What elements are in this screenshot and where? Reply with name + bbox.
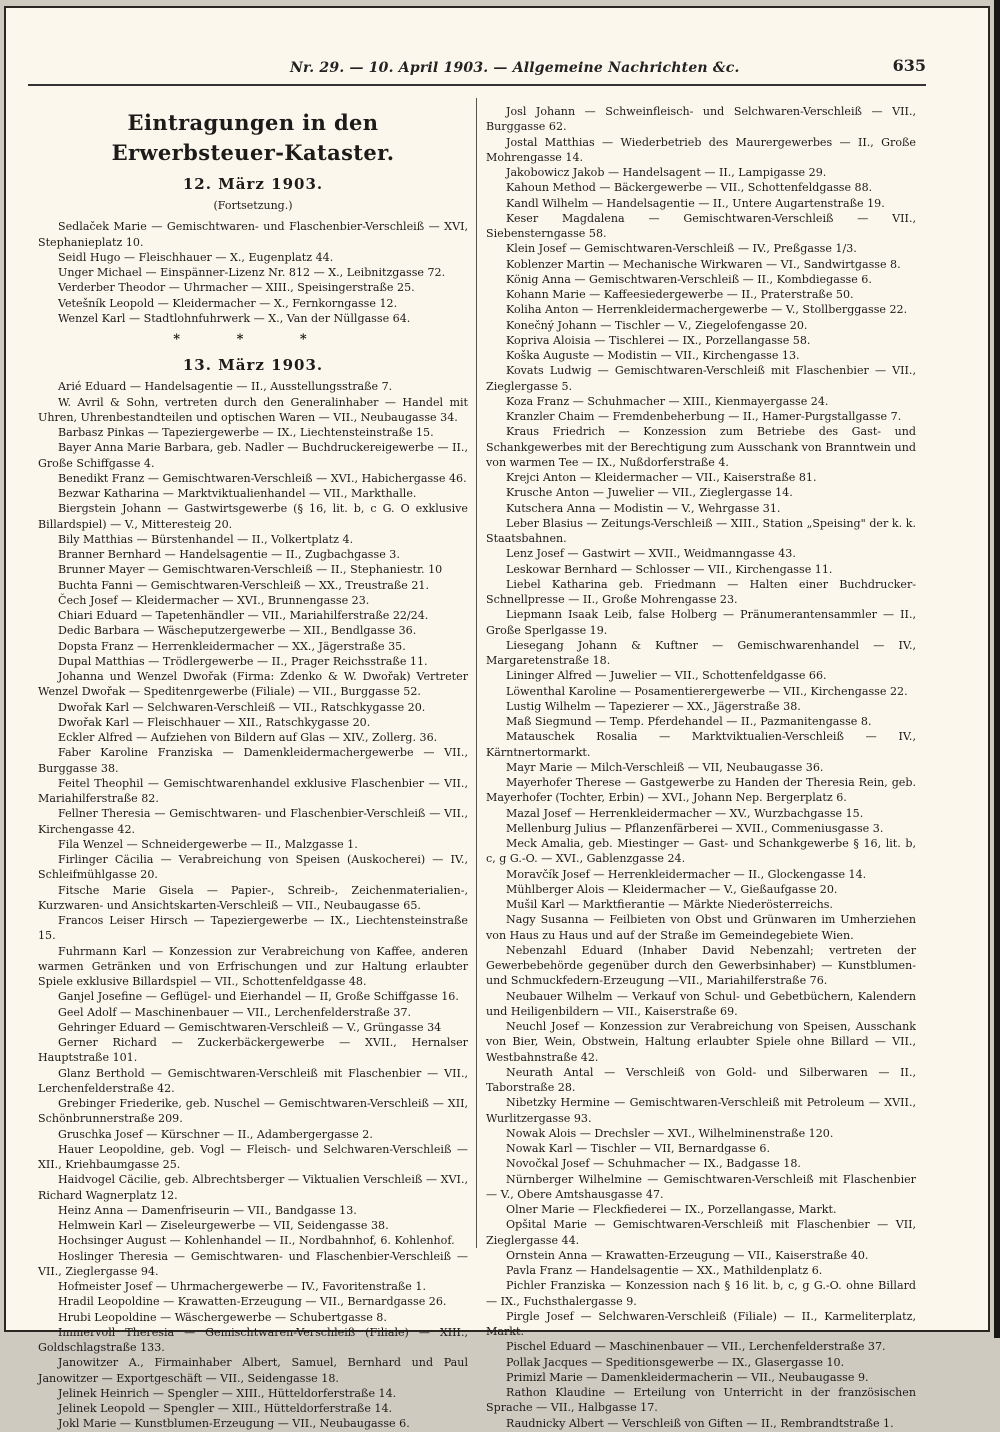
register-entry: Ganjel Josefine — Geflügel- und Eierhandel — II, Große Schiffgasse 16. (58, 990, 459, 1004)
register-entry: Liebel Katharina geb. Friedmann — Halten einer Buchdrucker-Schnellpresse — II., Große Mohrengasse 23. (486, 577, 916, 606)
register-entry: Löwenthal Karoline — Posamentierergewerbe — VII., Kirchengasse 22. (506, 684, 908, 698)
register-entry: Lenz Josef — Gastwirt — XVII., Weidmanngasse 43. (506, 547, 796, 561)
register-entry: W. Avril & Sohn, vertreten durch den Generalinhaber — Handel mit Uhren, Uhrenbestandteilen und optischen Waren — VII., Neubaugasse 34. (38, 395, 468, 424)
register-entry: Fila Wenzel — Schneidergewerbe — II., Malzgasse 1. (58, 837, 358, 851)
register-entry: Gerner Richard — Zuckerbäckergewerbe — XVII., Hernalser Hauptstraße 101. (38, 1036, 468, 1065)
register-entry: Kohann Marie — Kaffeesiedergewerbe — II., Praterstraße 50. (506, 288, 854, 301)
register-entry: Matauschek Rosalia — Marktviktualien-Verschleiß — IV., Kärntnertormarkt. (486, 730, 916, 759)
header-rule (28, 84, 926, 86)
register-entry: Hofmeister Josef — Uhrmachergewerbe — IV., Favoritenstraße 1. (58, 1280, 426, 1293)
register-entry: Francos Leiser Hirsch — Tapeziergewerbe — IX., Liechtensteinstraße 15. (38, 914, 468, 943)
register-entry: Konečný Johann — Tischler — V., Ziegelofengasse 20. (506, 318, 808, 332)
register-entry: Mušil Karl — Marktfierantie — Märkte Niederösterreichs. (506, 898, 833, 911)
register-entry: Liepmann Isaak Leib, false Holberg — Pränumerantensammler — II., Große Sperlgasse 19. (486, 608, 916, 637)
register-entry: Bezwar Katharina — Marktviktualienhandel — VII., Markthalle. (58, 487, 417, 500)
register-entry: Mayr Marie — Milch-Verschleiß — VII, Neubaugasse 36. (506, 760, 824, 774)
register-entry: Seidl Hugo — Fleischhauer — X., Eugenplatz 44. (58, 250, 334, 264)
register-entry: Dupal Matthias — Trödlergewerbe — II., Prager Reichsstraße 11. (58, 654, 428, 668)
register-entry: Hradil Leopoldine — Krawatten-Erzeugung — VII., Bernardgasse 26. (58, 1295, 447, 1309)
register-entry: Faber Karoline Franziska — Damenkleidermachergewerbe — VII., Burggasse 38. (38, 746, 468, 775)
register-entry: Dwořak Karl — Fleischhauer — XII., Ratschkygasse 20. (58, 715, 371, 729)
newspaper-page (4, 6, 990, 1431)
register-entry: Mazal Josef — Herrenkleidermacher — XV., Wurzbachgasse 15. (506, 806, 864, 820)
register-entry: Olner Marie — Fleckfiederei — IX., Porzellangasse, Markt. (506, 1203, 837, 1216)
register-entry: Biergstein Johann — Gastwirtsgewerbe (§ 16, lit. b, c G. O exklusive Billardspiel) — V., Mitteresteig 20. (38, 502, 468, 531)
register-entry: Pavla Franz — Handelsagentie — XX., Mathildenplatz 6. (506, 1264, 823, 1277)
page-number: 635 (892, 56, 926, 75)
register-entry: Brunner Mayer — Gemischtwaren-Verschleiß — II., Stephaniestr. 10 (58, 563, 443, 577)
register-entry: Krusche Anton — Juwelier — VII., Zieglergasse 14. (506, 486, 793, 500)
register-entry: Nowak Alois — Drechsler — XVI., Wilhelminenstraße 120. (506, 1126, 834, 1140)
running-header: Nr. 29. — 10. April 1903. — Allgemeine Nachrichten &c. (290, 60, 740, 76)
register-entry: Kutschera Anna — Modistin — V., Wehrgasse 31. (506, 501, 781, 515)
column-divider (476, 98, 477, 1248)
register-entry: Liesegang Johann & Kuftner — Gemischwarenhandel — IV., Margaretenstraße 18. (486, 638, 916, 667)
register-entry: Fellner Theresia — Gemischtwaren- und Flaschenbier-Verschleiß — VII., Kirchengasse 42. (38, 807, 468, 836)
register-entry: Wenzel Karl — Stadtlohnfuhrwerk — X., Van der Nüllgasse 64. (58, 311, 411, 325)
register-entry: Nibetzky Hermine — Gemischtwaren-Verschleiß mit Petroleum — XVII., Wurlitzergasse 93. (486, 1096, 916, 1125)
register-entry: Pollak Jacques — Speditionsgewerbe — IX., Glasergasse 10. (506, 1355, 845, 1369)
register-entry: Jelinek Leopold — Spengler — XIII., Hütteldorferstraße 14. (58, 1402, 393, 1415)
register-entry: Nebenzahl Eduard (Inhaber David Nebenzahl; vertreten der Gewerbebehörde gegenüber durch den Gewerbsinhaber) — Kunstblumen- und Schmuckfedern-Erzeugung —VII., Mariahilferstraße 76. (486, 943, 916, 988)
date-heading-12-march: 12. März 1903. (182, 175, 324, 193)
scan-edge (994, 0, 1000, 1338)
section-heading: Eintragungen in den Erwerbsteuer-Kataster. (111, 110, 395, 165)
register-entry: Lininger Alfred — Juwelier — VII., Schottenfeldgasse 66. (506, 669, 827, 683)
register-entry: Grebinger Friederike, geb. Nuschel — Gemischtwaren-Verschleiß — XII, Schönbrunnerstraße 209. (38, 1097, 468, 1126)
entry-list-12-march (38, 219, 468, 326)
register-entry: Keser Magdalena — Gemischtwaren-Verschleiß — VII., Siebensterngasse 58. (486, 211, 916, 240)
register-entry: Hochsinger August — Kohlenhandel — II., Nordbahnhof, 6. Kohlenhof. (58, 1234, 455, 1248)
entry-list-13-march (38, 379, 468, 1431)
register-entry: Janowitzer A., Firmainhaber Albert, Samuel, Bernhard und Paul Janowitzer — Exportgeschäft — VII., Seidengasse 18. (38, 1356, 468, 1385)
register-entry: Leskowar Bernhard — Schlosser — VII., Kirchengasse 11. (506, 562, 833, 576)
register-entry: Lustig Wilhelm — Tapezierer — XX., Jägerstraße 38. (506, 699, 801, 713)
register-entry: Koblenzer Martin — Mechanische Wirkwaren — VI., Sandwirtgasse 8. (506, 257, 901, 271)
register-entry: Kranzler Chaim — Fremdenbeherbung — II., Hamer-Purgstallgasse 7. (506, 410, 902, 423)
register-entry: Arié Eduard — Handelsagentie — II., Ausstellungsstraße 7. (58, 380, 393, 394)
register-entry: Eckler Alfred — Aufziehen von Bildern auf Glas — XIV., Zollerg. 36. (58, 731, 438, 744)
register-entry: Immervoll Theresia — Gemischtwaren-Verschleiß (Filiale) — XIII., Goldschlagstraße 133. (38, 1325, 468, 1354)
register-entry: Kovats Ludwig — Gemischtwaren-Verschleiß mit Flaschenbier — VII., Zieglergasse 5. (486, 364, 916, 393)
register-entry: Krejci Anton — Kleidermacher — VII., Kaiserstraße 81. (506, 471, 817, 484)
register-entry: Meck Amalia, geb. Miestinger — Gast- und Schankgewerbe § 16, lit. b, c, g G.-O. — XVI., Gablenzgasse 24. (486, 837, 916, 866)
register-entry: Koška Auguste — Modistin — VII., Kirchengasse 13. (506, 349, 800, 362)
register-entry: Neubauer Wilhelm — Verkauf von Schul- und Gebetbüchern, Kalendern und Heiligenbildern — VII., Kaiserstraße 69. (486, 989, 916, 1018)
asterisk-separator: * * * (173, 332, 333, 347)
register-entry: Kopriva Aloisia — Tischlerei — IX., Porzellangasse 58. (506, 333, 811, 347)
register-entry: Gruschka Josef — Kürschner — II., Adambergergasse 2. (58, 1127, 373, 1141)
register-entry: Bily Matthias — Bürstenhandel — II., Volkertplatz 4. (58, 532, 354, 546)
register-entry: Primizl Marie — Damenkleidermacherin — VII., Neubaugasse 9. (506, 1370, 869, 1384)
continued-note: (Fortsetzung.) (213, 199, 293, 212)
register-entry: Čech Josef — Kleidermacher — XVI., Brunnengasse 23. (58, 593, 370, 607)
register-entry: Jostal Matthias — Wiederbetrieb des Maurergewerbes — II., Große Mohrengasse 14. (486, 135, 916, 164)
register-entry: Jakobowicz Jakob — Handelsagent — II., Lampigasse 29. (506, 166, 827, 179)
register-entry: Nowak Karl — Tischler — VII, Bernardgasse 6. (506, 1142, 770, 1155)
register-entry: Hauer Leopoldine, geb. Vogl — Fleisch- und Selchwaren-Verschleiß — XII., Kriehbaumgasse 25. (38, 1142, 468, 1171)
register-entry: Buchta Fanni — Gemischtwaren-Verschleiß — XX., Treustraße 21. (58, 578, 429, 592)
register-entry: Chiari Eduard — Tapetenhändler — VII., Mariahilferstraße 22/24. (58, 609, 429, 622)
register-entry: Moravčík Josef — Herrenkleidermacher — II., Glockengasse 14. (506, 867, 867, 881)
register-entry: Feitel Theophil — Gemischtwarenhandel exklusive Flaschenbier — VII., Mariahilferstraße 82. (38, 776, 468, 805)
register-entry: Fuhrmann Karl — Konzession zur Verabreichung von Kaffee, anderen warmen Getränken und von Erfrischungen und zur Haltung erlaubter Spiele exklusive Billardspiel — VII., Schottenfeldgasse 48. (38, 944, 468, 988)
register-entry: Rathon Klaudine — Erteilung von Unterricht in der französischen Sprache — VII., Halbgasse 17. (486, 1386, 916, 1415)
register-entry: Novočkal Josef — Schuhmacher — IX., Badgasse 18. (506, 1157, 801, 1171)
register-entry: Jelinek Heinrich — Spengler — XIII., Hütteldorferstraße 14. (58, 1386, 397, 1400)
register-entry: Unger Michael — Einspänner-Lizenz Nr. 812 — X., Leibnitzgasse 72. (58, 266, 446, 279)
register-entry: Mayerhofer Therese — Gastgewerbe zu Handen der Theresia Rein, geb. Mayerhofer (Tochter, Erbin) — XVI., Johann Nep. Bergerplatz 6. (486, 776, 916, 805)
register-entry: Koliha Anton — Herrenkleidermachergewerbe — V., Stollberggasse 22. (506, 303, 908, 317)
register-entry: Hrubi Leopoldine — Wäschergewerbe — Schubertgasse 8. (58, 1310, 387, 1324)
right-column (486, 104, 916, 1431)
register-entry: Heinz Anna — Damenfriseurin — VII., Bandgasse 13. (58, 1203, 357, 1217)
register-entry: Hoslinger Theresia — Gemischtwaren- und Flaschenbier-Verschleiß — VII., Zieglergasse 94. (38, 1249, 468, 1278)
register-entry: Branner Bernhard — Handelsagentie — II., Zugbachgasse 3. (58, 548, 400, 561)
register-entry: Raudnicky Albert — Verschleiß von Giften — II., Rembrandtstraße 1. (506, 1416, 894, 1430)
entry-list-continued (486, 104, 916, 1431)
register-entry: Geel Adolf — Maschinenbauer — VII., Lerchenfelderstraße 37. (58, 1005, 412, 1019)
register-entry: Mühlberger Alois — Kleidermacher — V., Gießaufgasse 20. (506, 882, 838, 896)
register-entry: Verderber Theodor — Uhrmacher — XIII., Speisingerstraße 25. (58, 281, 415, 295)
register-entry: König Anna — Gemischtwaren-Verschleiß — II., Kombdiegasse 6. (506, 272, 872, 286)
register-entry: Vetešník Leopold — Kleidermacher — X., Fernkorngasse 12. (58, 296, 398, 310)
register-entry: Nagy Susanna — Feilbieten von Obst und Grünwaren im Umherziehen von Haus zu Haus und auf der Straße im Gemeindegebiete Wien. (486, 913, 916, 942)
register-entry: Neuchl Josef — Konzession zur Verabreichung von Speisen, Ausschank von Bier, Wein, Obstwein, Haltung erlaubter Spiele ohne Billard — VII., Westbahnstraße 42. (486, 1020, 916, 1064)
date-heading-13-march: 13. März 1903. (182, 356, 324, 375)
register-entry: Dwořak Karl — Selchwaren-Verschleiß — VII., Ratschkygasse 20. (58, 700, 426, 714)
register-entry: Mellenburg Julius — Pflanzenfärberei — XVII., Commeniusgasse 3. (506, 821, 884, 835)
register-entry: Pischel Eduard — Maschinenbauer — VII., Lerchenfelderstraße 37. (506, 1340, 886, 1354)
register-entry: Gehringer Eduard — Gemischtwaren-Verschleiß — V., Grüngasse 34 (58, 1020, 442, 1034)
register-entry: Kandl Wilhelm — Handelsagentie — II., Untere Augartenstraße 19. (506, 196, 885, 210)
register-entry: Benedikt Franz — Gemischtwaren-Verschleiß — XVI., Habichergasse 46. (58, 471, 467, 485)
register-entry: Glanz Berthold — Gemischtwaren-Verschleiß mit Flaschenbier — VII., Lerchenfelderstraße 42. (38, 1066, 468, 1095)
register-entry: Kahoun Method — Bäckergewerbe — VII., Schottenfeldgasse 88. (506, 181, 873, 195)
register-entry: Koza Franz — Schuhmacher — XIII., Kienmayergasse 24. (506, 394, 829, 408)
register-entry: Dopsta Franz — Herrenkleidermacher — XX., Jägerstraße 35. (58, 639, 406, 653)
register-entry: Firlinger Cäcilia — Verabreichung von Speisen (Auskocherei) — IV., Schleifmühlgasse 20. (38, 853, 468, 882)
register-entry: Fitsche Marie Gisela — Papier-, Schreib-, Zeichenmaterialien-, Kurzwaren- und Ansichtskarten-Verschleiß — VII., Neubaugasse 65. (38, 883, 468, 912)
register-entry: Barbasz Pinkas — Tapeziergewerbe — IX., Liechtensteinstraße 15. (58, 426, 434, 439)
register-entry: Haidvogel Cäcilie, geb. Albrechtsberger — Viktualien Verschleiß — XVI., Richard Wagnerplatz 12. (38, 1173, 468, 1202)
register-entry: Josl Johann — Schweinfleisch- und Selchwaren-Verschleiß — VII., Burggasse 62. (486, 105, 916, 134)
register-entry: Opšital Marie — Gemischtwaren-Verschleiß mit Flaschenbier — VII, Zieglergasse 44. (486, 1218, 916, 1247)
register-entry: Johanna und Wenzel Dwořak (Firma: Zdenko & W. Dwořak) Vertreter Wenzel Dwořak — Speditenrgewerbe (Filiale) — VII., Burggasse 52. (38, 670, 468, 699)
register-entry: Klein Josef — Gemischtwaren-Verschleiß — IV., Preßgasse 1/3. (506, 242, 857, 256)
register-entry: Neurath Antal — Verschleiß von Gold- und Silberwaren — II., Taborstraße 28. (486, 1065, 916, 1094)
register-entry: Leber Blasius — Zeitungs-Verschleiß — XIII., Station „Speising" der k. k. Staatsbahnen. (486, 516, 916, 545)
register-entry: Maß Siegmund — Temp. Pferdehandel — II., Pazmanitengasse 8. (506, 715, 872, 728)
register-entry: Bayer Anna Marie Barbara, geb. Nadler — Buchdruckereigewerbe — II., Große Schiffgasse 4. (38, 441, 468, 470)
register-entry: Ornstein Anna — Krawatten-Erzeugung — VII., Kaiserstraße 40. (506, 1248, 869, 1262)
left-column (38, 104, 468, 1432)
register-entry: Dedic Barbara — Wäscheputzergewerbe — XII., Bendlgasse 36. (58, 624, 417, 638)
register-entry: Pirgle Josef — Selchwaren-Verschleiß (Filiale) — II., Karmeliterplatz, Markt. (486, 1309, 916, 1338)
register-entry: Nürnberger Wilhelmine — Gemischtwaren-Verschleiß mit Flaschenbier — V., Obere Amtshausgasse 47. (486, 1172, 916, 1201)
register-entry: Pichler Franziska — Konzession nach § 16 lit. b, c, g G.-O. ohne Billard — IX., Fuchsthalergasse 9. (486, 1279, 916, 1308)
register-entry: Helmwein Karl — Ziseleurgewerbe — VII, Seidengasse 38. (58, 1219, 389, 1232)
register-entry: Sedlaček Marie — Gemischtwaren- und Flaschenbier-Verschleiß — XVI, Stephanieplatz 10. (38, 220, 468, 249)
register-entry: Kraus Friedrich — Konzession zum Betriebe des Gast- und Schankgewerbes mit der Berechtigung zum Ausschank von Branntwein und von warmen Tee — IX., Nußdorferstraße 4. (486, 425, 916, 469)
register-entry: Jokl Marie — Kunstblumen-Erzeugung — VII., Neubaugasse 6. (58, 1417, 410, 1431)
